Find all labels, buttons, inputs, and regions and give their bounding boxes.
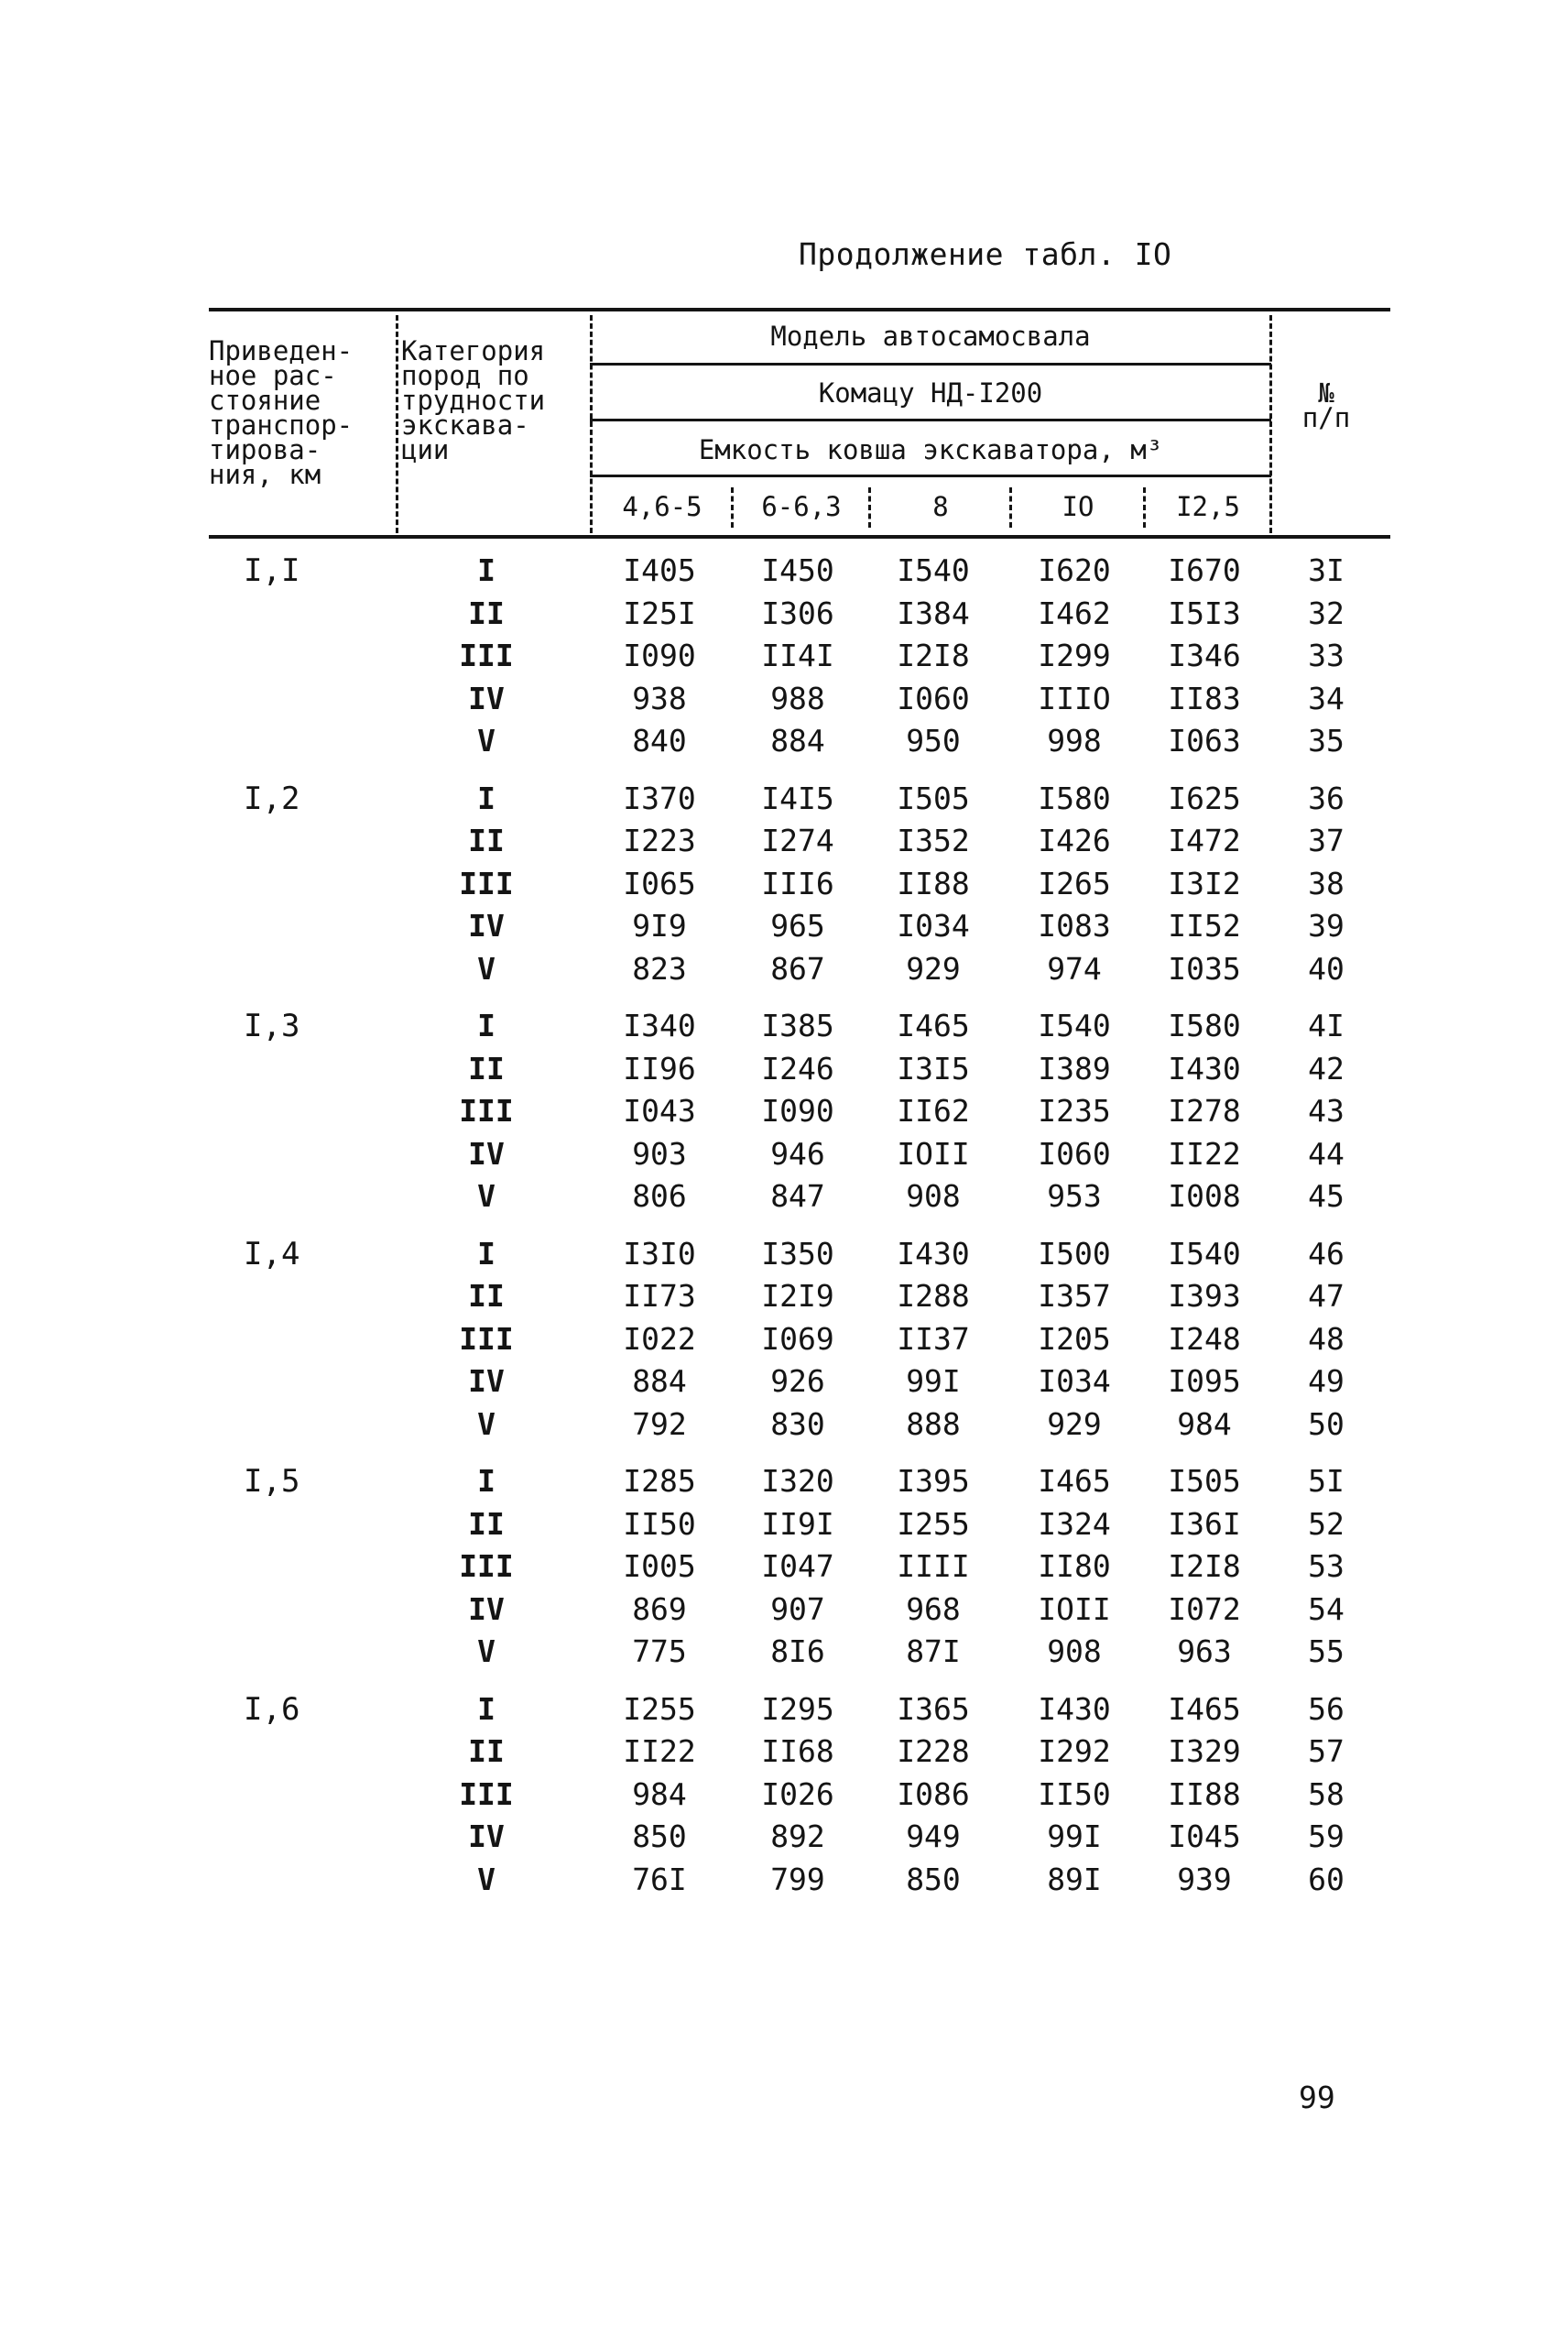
row-number: 43: [1308, 1093, 1345, 1129]
header-capacity-4: IO: [1062, 491, 1094, 522]
row-number: 4I: [1308, 1008, 1345, 1043]
table-row: [209, 1731, 1390, 1773]
cell-value: 884: [770, 723, 825, 759]
top-rule: [209, 308, 1390, 311]
cell-value: I3I0: [623, 1235, 696, 1272]
cell-value: I320: [761, 1463, 834, 1499]
cell-value: I278: [1168, 1093, 1241, 1129]
cell-value: 963: [1177, 1633, 1232, 1669]
category-value: IV: [468, 680, 505, 716]
category-value: V: [477, 1633, 495, 1669]
row-number: 46: [1308, 1235, 1345, 1272]
cell-value: III6: [761, 865, 834, 901]
cell-value: 903: [632, 1135, 687, 1172]
row-number: 37: [1308, 823, 1345, 858]
cell-value: I060: [897, 680, 970, 716]
cell-value: I426: [1038, 823, 1111, 858]
cell-value: I043: [623, 1093, 696, 1129]
divider-model-number: [1269, 315, 1272, 533]
cell-value: I060: [1038, 1135, 1111, 1172]
header-bottom-rule: [209, 535, 1390, 539]
cell-value: I295: [761, 1690, 834, 1727]
cell-value: I090: [623, 638, 696, 673]
cell-value: 926: [770, 1363, 825, 1399]
category-value: I: [477, 1463, 495, 1499]
cell-value: 953: [1047, 1178, 1102, 1214]
cell-value: I005: [623, 1548, 696, 1584]
cell-value: I2I9: [761, 1278, 834, 1314]
divider-capacity-1: [731, 487, 734, 528]
distance-value: I,5: [244, 1463, 300, 1500]
category-value: IV: [468, 1363, 505, 1399]
header-capacity-5: I2,5: [1176, 491, 1240, 522]
cell-value: I580: [1168, 1008, 1241, 1043]
cell-value: IOII: [1038, 1590, 1111, 1627]
cell-value: 998: [1047, 723, 1102, 759]
cell-value: I065: [623, 865, 696, 901]
category-value: II: [468, 1278, 505, 1314]
row-number: 34: [1308, 680, 1345, 716]
cell-value: I395: [897, 1463, 970, 1499]
table-row: [209, 1859, 1390, 1901]
table-row: [209, 678, 1390, 720]
cell-value: 847: [770, 1178, 825, 1214]
cell-value: I465: [1168, 1690, 1241, 1727]
category-value: II: [468, 1733, 505, 1769]
row-number: 36: [1308, 780, 1345, 816]
cell-value: I3I2: [1168, 865, 1241, 901]
cell-value: I540: [1168, 1235, 1241, 1272]
cell-value: II4I: [761, 638, 834, 673]
table-row: [209, 1005, 1390, 1047]
row-number: 33: [1308, 638, 1345, 673]
cell-value: 823: [632, 950, 687, 987]
category-value: III: [459, 1093, 514, 1129]
cell-value: II62: [897, 1093, 970, 1129]
cell-value: I405: [623, 552, 696, 588]
header-model-name: Комацу НД-I200: [818, 377, 1043, 409]
cell-value: I299: [1038, 638, 1111, 673]
cell-value: I095: [1168, 1363, 1241, 1399]
cell-value: IIII: [897, 1548, 970, 1584]
table-body: [209, 550, 1390, 1906]
category-value: IV: [468, 908, 505, 944]
cell-value: 938: [632, 680, 687, 716]
row-number: 42: [1308, 1050, 1345, 1087]
cell-value: II80: [1038, 1548, 1111, 1584]
row-number: 49: [1308, 1363, 1345, 1399]
row-number: 60: [1308, 1861, 1345, 1897]
cell-value: I022: [623, 1320, 696, 1357]
cell-value: I580: [1038, 780, 1111, 816]
category-value: III: [459, 1775, 514, 1812]
table-row: [209, 1545, 1390, 1588]
cell-value: II83: [1168, 680, 1241, 716]
cell-value: I384: [897, 595, 970, 631]
cell-value: I620: [1038, 552, 1111, 588]
table-row: [209, 1503, 1390, 1545]
row-number: 47: [1308, 1278, 1345, 1314]
cell-value: I350: [761, 1235, 834, 1272]
row-number: 32: [1308, 595, 1345, 631]
cell-value: I045: [1168, 1818, 1241, 1854]
category-value: I: [477, 1690, 495, 1727]
cell-value: 929: [1047, 1405, 1102, 1442]
cell-value: I365: [897, 1690, 970, 1727]
cell-value: 965: [770, 908, 825, 944]
cell-value: I223: [623, 823, 696, 858]
cell-value: I25I: [623, 595, 696, 631]
cell-value: II50: [623, 1505, 696, 1542]
table-row: [209, 1774, 1390, 1816]
cell-value: I265: [1038, 865, 1111, 901]
category-value: III: [459, 1320, 514, 1357]
cell-value: I389: [1038, 1050, 1111, 1087]
cell-value: I086: [897, 1775, 970, 1812]
category-value: III: [459, 638, 514, 673]
cell-value: II73: [623, 1278, 696, 1314]
cell-value: I034: [897, 908, 970, 944]
cell-value: I292: [1038, 1733, 1111, 1769]
cell-value: I465: [1038, 1463, 1111, 1499]
row-number: 39: [1308, 908, 1345, 944]
cell-value: I255: [897, 1505, 970, 1542]
category-value: II: [468, 595, 505, 631]
row-number: 55: [1308, 1633, 1345, 1669]
cell-value: I36I: [1168, 1505, 1241, 1542]
row-number: 5I: [1308, 1463, 1345, 1499]
category-value: V: [477, 723, 495, 759]
cell-value: 908: [906, 1178, 961, 1214]
category-value: I: [477, 780, 495, 816]
cell-value: II88: [897, 865, 970, 901]
cell-value: 929: [906, 950, 961, 987]
cell-value: II96: [623, 1050, 696, 1087]
cell-value: I505: [1168, 1463, 1241, 1499]
category-value: IV: [468, 1590, 505, 1627]
distance-value: I,3: [244, 1008, 300, 1044]
row-number: 50: [1308, 1405, 1345, 1442]
header-distance: Приведен- ное рас- стояние транспор- тирова- ния, км: [209, 335, 354, 490]
cell-value: 949: [906, 1818, 961, 1854]
cell-value: I035: [1168, 950, 1241, 987]
cell-value: 806: [632, 1178, 687, 1214]
table-row: [209, 1090, 1390, 1132]
row-number: 58: [1308, 1775, 1345, 1812]
cell-value: I505: [897, 780, 970, 816]
table-row: [209, 1403, 1390, 1446]
cell-value: I288: [897, 1278, 970, 1314]
cell-value: 850: [906, 1861, 961, 1897]
row-number: 52: [1308, 1505, 1345, 1542]
cell-value: 974: [1047, 950, 1102, 987]
header-capacity-2: 6-6,3: [761, 491, 842, 522]
distance-value: I,4: [244, 1235, 300, 1272]
cell-value: I625: [1168, 780, 1241, 816]
category-value: I: [477, 1008, 495, 1043]
data-table: [209, 308, 1390, 1920]
distance-value: I,2: [244, 780, 300, 817]
cell-value: 867: [770, 950, 825, 987]
cell-value: 792: [632, 1405, 687, 1442]
cell-value: II22: [623, 1733, 696, 1769]
table-row: [209, 863, 1390, 905]
header-capacity-title: Емкость ковша экскаватора, м³: [698, 434, 1163, 465]
category-value: V: [477, 1861, 495, 1897]
cell-value: 908: [1047, 1633, 1102, 1669]
category-value: I: [477, 552, 495, 588]
divider-capacity-3: [1009, 487, 1012, 528]
cell-value: I2I8: [1168, 1548, 1241, 1584]
cell-value: IIIO: [1038, 680, 1111, 716]
cell-value: 888: [906, 1405, 961, 1442]
table-row: [209, 1631, 1390, 1673]
cell-value: I324: [1038, 1505, 1111, 1542]
header-number: № п/п: [1301, 377, 1351, 433]
distance-value: I,6: [244, 1690, 300, 1728]
cell-value: I246: [761, 1050, 834, 1087]
cell-value: I3I5: [897, 1050, 970, 1087]
cell-value: I034: [1038, 1363, 1111, 1399]
cell-value: I540: [897, 552, 970, 588]
cell-value: I205: [1038, 1320, 1111, 1357]
cell-value: I430: [1038, 1690, 1111, 1727]
table-row: [209, 1688, 1390, 1731]
page-number: 99: [1299, 2080, 1335, 2115]
table-row: [209, 1275, 1390, 1317]
cell-value: I274: [761, 823, 834, 858]
cell-value: I346: [1168, 638, 1241, 673]
category-value: IV: [468, 1818, 505, 1854]
cell-value: 988: [770, 680, 825, 716]
header-category: Категория пород по трудности экскава- ции: [401, 335, 546, 465]
capacity-rule: [590, 475, 1271, 477]
row-number: 35: [1308, 723, 1345, 759]
cell-value: I430: [897, 1235, 970, 1272]
category-value: IV: [468, 1135, 505, 1172]
cell-value: I472: [1168, 823, 1241, 858]
cell-value: 950: [906, 723, 961, 759]
cell-value: I385: [761, 1008, 834, 1043]
cell-value: I072: [1168, 1590, 1241, 1627]
cell-value: I063: [1168, 723, 1241, 759]
cell-value: II37: [897, 1320, 970, 1357]
cell-value: I462: [1038, 595, 1111, 631]
cell-value: I450: [761, 552, 834, 588]
category-value: V: [477, 950, 495, 987]
category-value: III: [459, 1548, 514, 1584]
row-number: 59: [1308, 1818, 1345, 1854]
cell-value: I357: [1038, 1278, 1111, 1314]
cell-value: II68: [761, 1733, 834, 1769]
cell-value: I540: [1038, 1008, 1111, 1043]
cell-value: I306: [761, 595, 834, 631]
cell-value: II9I: [761, 1505, 834, 1542]
table-row: [209, 1318, 1390, 1360]
divider-category-model: [590, 315, 593, 533]
table-row: [209, 905, 1390, 947]
cell-value: 984: [1177, 1405, 1232, 1442]
table-row: [209, 778, 1390, 820]
row-number: 56: [1308, 1690, 1345, 1727]
cell-value: IOII: [897, 1135, 970, 1172]
cell-value: I235: [1038, 1093, 1111, 1129]
cell-value: I248: [1168, 1320, 1241, 1357]
cell-value: I228: [897, 1733, 970, 1769]
table-row: [209, 1589, 1390, 1631]
row-number: 54: [1308, 1590, 1345, 1627]
table-row: [209, 820, 1390, 862]
cell-value: 907: [770, 1590, 825, 1627]
cell-value: 99I: [906, 1363, 961, 1399]
divider-capacity-4: [1143, 487, 1146, 528]
cell-value: I069: [761, 1320, 834, 1357]
cell-value: 884: [632, 1363, 687, 1399]
cell-value: I026: [761, 1775, 834, 1812]
cell-value: 984: [632, 1775, 687, 1812]
table-row: [209, 593, 1390, 635]
row-number: 53: [1308, 1548, 1345, 1584]
table-row: [209, 720, 1390, 762]
cell-value: I370: [623, 780, 696, 816]
category-value: II: [468, 1050, 505, 1087]
cell-value: I090: [761, 1093, 834, 1129]
cell-value: 892: [770, 1818, 825, 1854]
row-number: 38: [1308, 865, 1345, 901]
distance-value: I,I: [244, 552, 300, 589]
category-value: V: [477, 1405, 495, 1442]
cell-value: I4I5: [761, 780, 834, 816]
cell-value: I430: [1168, 1050, 1241, 1087]
row-number: 57: [1308, 1733, 1345, 1769]
category-value: II: [468, 1505, 505, 1542]
divider-capacity-2: [868, 487, 871, 528]
cell-value: I008: [1168, 1178, 1241, 1214]
table-row: [209, 1460, 1390, 1502]
cell-value: I465: [897, 1008, 970, 1043]
cell-value: 775: [632, 1633, 687, 1669]
table-row: [209, 1233, 1390, 1275]
cell-value: II52: [1168, 908, 1241, 944]
table-row: [209, 1175, 1390, 1218]
cell-value: I255: [623, 1690, 696, 1727]
cell-value: II50: [1038, 1775, 1111, 1812]
cell-value: I285: [623, 1463, 696, 1499]
cell-value: II22: [1168, 1135, 1241, 1172]
divider-distance-category: [396, 315, 398, 533]
cell-value: 9I9: [632, 908, 687, 944]
model-rule: [590, 363, 1271, 366]
cell-value: I5I3: [1168, 595, 1241, 631]
table-row: [209, 1360, 1390, 1403]
row-number: 48: [1308, 1320, 1345, 1357]
cell-value: 946: [770, 1135, 825, 1172]
cell-value: 968: [906, 1590, 961, 1627]
cell-value: I047: [761, 1548, 834, 1584]
header-model-title: Модель автосамосвала: [770, 321, 1091, 352]
row-number: 3I: [1308, 552, 1345, 588]
cell-value: II88: [1168, 1775, 1241, 1812]
table-row: [209, 635, 1390, 677]
cell-value: I352: [897, 823, 970, 858]
category-value: I: [477, 1235, 495, 1272]
cell-value: 840: [632, 723, 687, 759]
cell-value: 850: [632, 1818, 687, 1854]
category-value: II: [468, 823, 505, 858]
cell-value: 830: [770, 1405, 825, 1442]
category-value: V: [477, 1178, 495, 1214]
cell-value: 76I: [632, 1861, 687, 1897]
row-number: 44: [1308, 1135, 1345, 1172]
cell-value: 939: [1177, 1861, 1232, 1897]
cell-value: 89I: [1047, 1861, 1102, 1897]
table-row: [209, 1133, 1390, 1175]
row-number: 45: [1308, 1178, 1345, 1214]
cell-value: 87I: [906, 1633, 961, 1669]
table-row: [209, 948, 1390, 990]
cell-value: I393: [1168, 1278, 1241, 1314]
table-row: [209, 550, 1390, 592]
table-caption: Продолжение табл. IO: [799, 236, 1172, 272]
category-value: III: [459, 865, 514, 901]
cell-value: I500: [1038, 1235, 1111, 1272]
cell-value: I670: [1168, 552, 1241, 588]
cell-value: I340: [623, 1008, 696, 1043]
header-capacity-3: 8: [932, 491, 949, 522]
cell-value: I2I8: [897, 638, 970, 673]
cell-value: I329: [1168, 1733, 1241, 1769]
cell-value: I083: [1038, 908, 1111, 944]
cell-value: 799: [770, 1861, 825, 1897]
table-row: [209, 1048, 1390, 1090]
header-capacity-1: 4,6-5: [622, 491, 702, 522]
table-row: [209, 1816, 1390, 1858]
cell-value: 99I: [1047, 1818, 1102, 1854]
cell-value: 869: [632, 1590, 687, 1627]
make-rule: [590, 419, 1271, 421]
cell-value: 8I6: [770, 1633, 825, 1669]
row-number: 40: [1308, 950, 1345, 987]
